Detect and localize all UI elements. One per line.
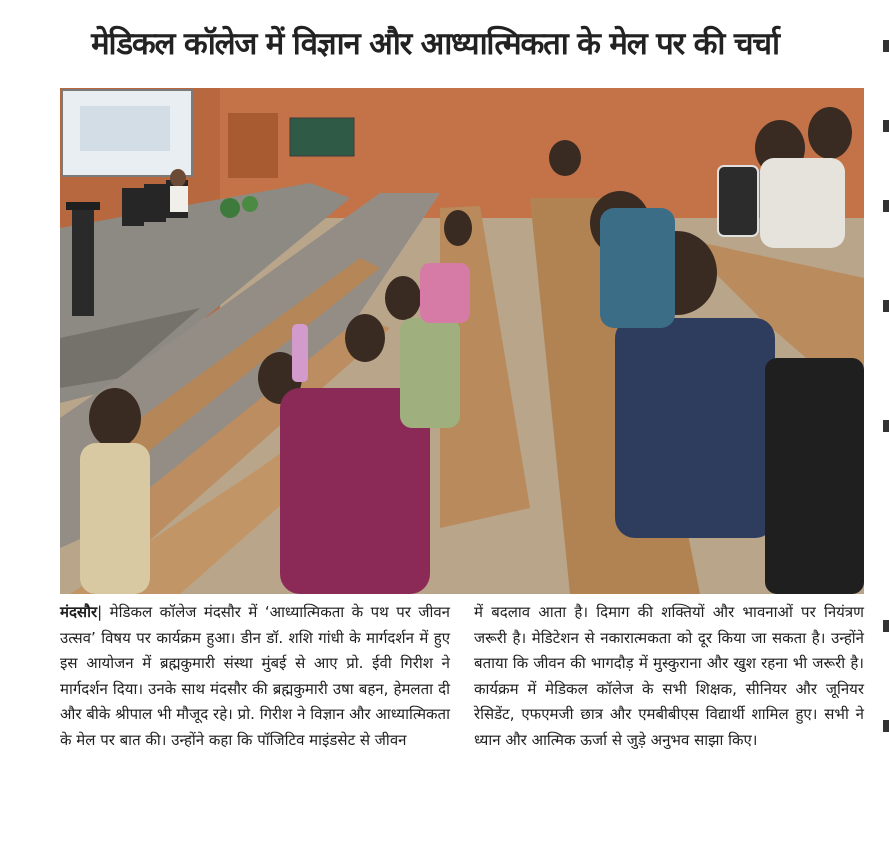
article-column-left [60, 600, 450, 753]
adjacent-column-edge-mark [883, 200, 889, 212]
article-left-text: मेडिकल कॉलेज मंदसौर में ‘आध्यात्मिकता के पथ पर जीवन उत्सव’ विषय पर कार्यक्रम हुआ। डीन डॉ. शशि गांधी के मार्गदर्शन में हुए इस आयोजन में ब्रह्मकुमारी संस्था मुंबई से आए प्रो. ईवी गिरीश ने मार्गदर्शन दिया। उनके साथ मंदसौर की ब्रह्मकुमारी उषा बहन, हेमलता दी और बीके श्रीपाल भी मौजूद रहे। प्रो. गिरीश ने विज्ञान और आध्यात्मिकता के मेल पर बात की। उन्होंने कहा कि पॉजिटिव माइंडसेट से जीवन [60, 603, 451, 749]
adjacent-column-edge-mark [883, 300, 889, 312]
headline: मेडिकल कॉलेज में विज्ञान और आध्यात्मिकता के मेल पर की चर्चा [91, 26, 779, 62]
green-board [290, 118, 354, 156]
adjacent-column-edge-mark [883, 420, 889, 432]
bag [718, 166, 758, 236]
news-photo-lecture-hall [60, 88, 864, 594]
adjacent-column-edge-mark [883, 40, 889, 52]
dateline-separator: | [97, 603, 110, 621]
person-navy-shirt [615, 318, 775, 538]
water-bottle [292, 324, 308, 382]
adjacent-column-edge-mark [883, 620, 889, 632]
podium [72, 206, 94, 316]
article-column-right: में बदलाव आता है। दिमाग की शक्तियों और भावनाओं पर नियंत्रण जरूरी है। मेडिटेशन से नकारात्मकता को दूर किया जा सकता है। उन्होंने बताया कि जीवन की भागदौड़ में मुस्कुराना और खुश रहना भी जरूरी है। कार्यक्रम में मेडिकल कॉलेज के सभी शिक्षक, सीनियर और जूनियर रेसिडेंट, एफएमजी छात्र और एमबीबीएस विद्यार्थी शामिल हुए। सभी ने ध्यान और आत्मिक ऊर्जा से जुड़े अनुभव साझा किए। [474, 603, 864, 749]
adjacent-column-edge-mark [883, 120, 889, 132]
hall-door [228, 113, 278, 178]
dateline: मंदसौर [60, 603, 98, 621]
adjacent-column-edge-mark [883, 720, 889, 732]
